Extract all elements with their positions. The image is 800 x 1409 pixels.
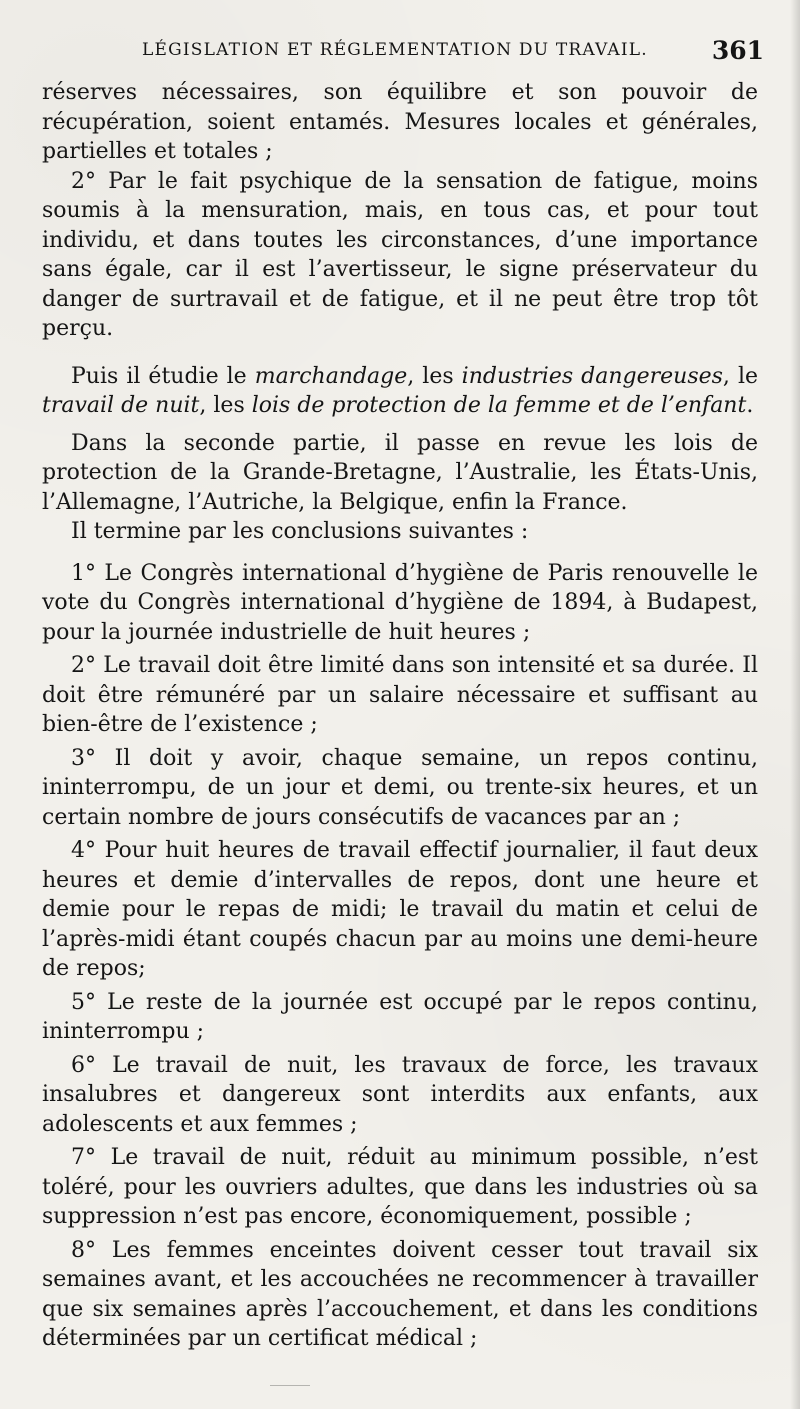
paragraph-study-topics [42,362,758,421]
study-topic-dangerous-industries: industries dangereuses [461,363,723,389]
bottom-mark [270,1385,310,1386]
study-topics-text-4: , les [199,393,252,418]
conclusion-1: 1° Le Congrès international d’hygiène de Paris renouvelle le vote du Congrès international d’hygiène de 1894, à Budapest, pour la journée industrielle de huit heures ; [42,560,758,645]
paragraph-continuation: réserves nécessaires, son équilibre et son pouvoir de récupération, soient entamés. Mesures locales et générales, partielles et totales ; [42,80,758,164]
conclusion-4: 4° Pour huit heures de travail effectif journalier, il faut deux heures et demie d’intervalles de repos, dont une heure et demie pour le repas de midi; le travail du matin et celui de l’après-midi étant coupés chacun par au moins une demi-heure de repos; [42,838,758,981]
conclusion-8: 8° Les femmes enceintes doivent cesser tout travail six semaines avant, et les accouchées ne recommencer à travailler que six semaines après l’accouchement, et dans les conditions déterminées par un certificat médical ; [42,1237,758,1351]
page-edge-shadow [790,0,800,1409]
conclusion-3: 3° Il doit y avoir, chaque semaine, un repos continu, ininterrompu, de un jour et demi, ou trente-six heures, et un certain nombre de jours consécutifs de vacances par an ; [42,745,758,830]
paragraph-second-part: Dans la seconde partie, il passe en revue les lois de protection de la Grande-Bretagne, l’Australie, les États-Unis, l’Allemagne, l’Autriche, la Belgique, enfin la France. [42,430,758,515]
conclusion-5: 5° Le reste de la journée est occupé par le repos continu, ininterrompu ; [42,989,758,1044]
study-topic-protection-laws: lois de protection de la femme et de l’enfant [251,393,747,418]
study-topics-text-2: , les [407,363,462,389]
study-topic-night-work: travail de nuit [42,393,200,418]
study-topic-marchandage: marchandage [254,363,408,389]
paragraph-point-two: 2° Par le fait psychique de la sensation de fatigue, moins soumis à la mensuration, mais, en tous cas, et pour tout individu, et dans toutes les circonstances, d’une importance sans égale, car il est l’avertisseur, le signe préservateur du danger de surtravail et de fatigue, et il ne peut être trop tôt perçu. [42,168,758,341]
running-title: LÉGISLATION ET RÉGLEMENTATION DU TRAVAIL. [142,40,648,60]
conclusion-7: 7° Le travail de nuit, réduit au minimum possible, n’est toléré, pour les ouvriers adultes, que dans les industries où sa suppression n’est pas encore, économiquement, possible ; [42,1145,758,1229]
study-topics-text-5: . [746,393,754,418]
conclusion-6: 6° Le travail de nuit, les travaux de force, les travaux insalubres et dangereux sont interdits aux enfants, aux adolescents et aux femmes ; [42,1052,758,1137]
paragraph-conclusions-intro: Il termine par les conclusions suivantes : [71,519,529,544]
conclusion-2: 2° Le travail doit être limité dans son intensité et sa durée. Il doit être rémunéré par un salaire nécessaire et suffisant au bien-être de l’existence ; [42,653,758,737]
main-text [42,78,758,1354]
page-header [142,36,764,70]
study-topics-text-1: Puis il étudie le [71,363,255,389]
study-topics-text-3: , le [722,363,758,389]
page-number: 361 [711,36,764,65]
